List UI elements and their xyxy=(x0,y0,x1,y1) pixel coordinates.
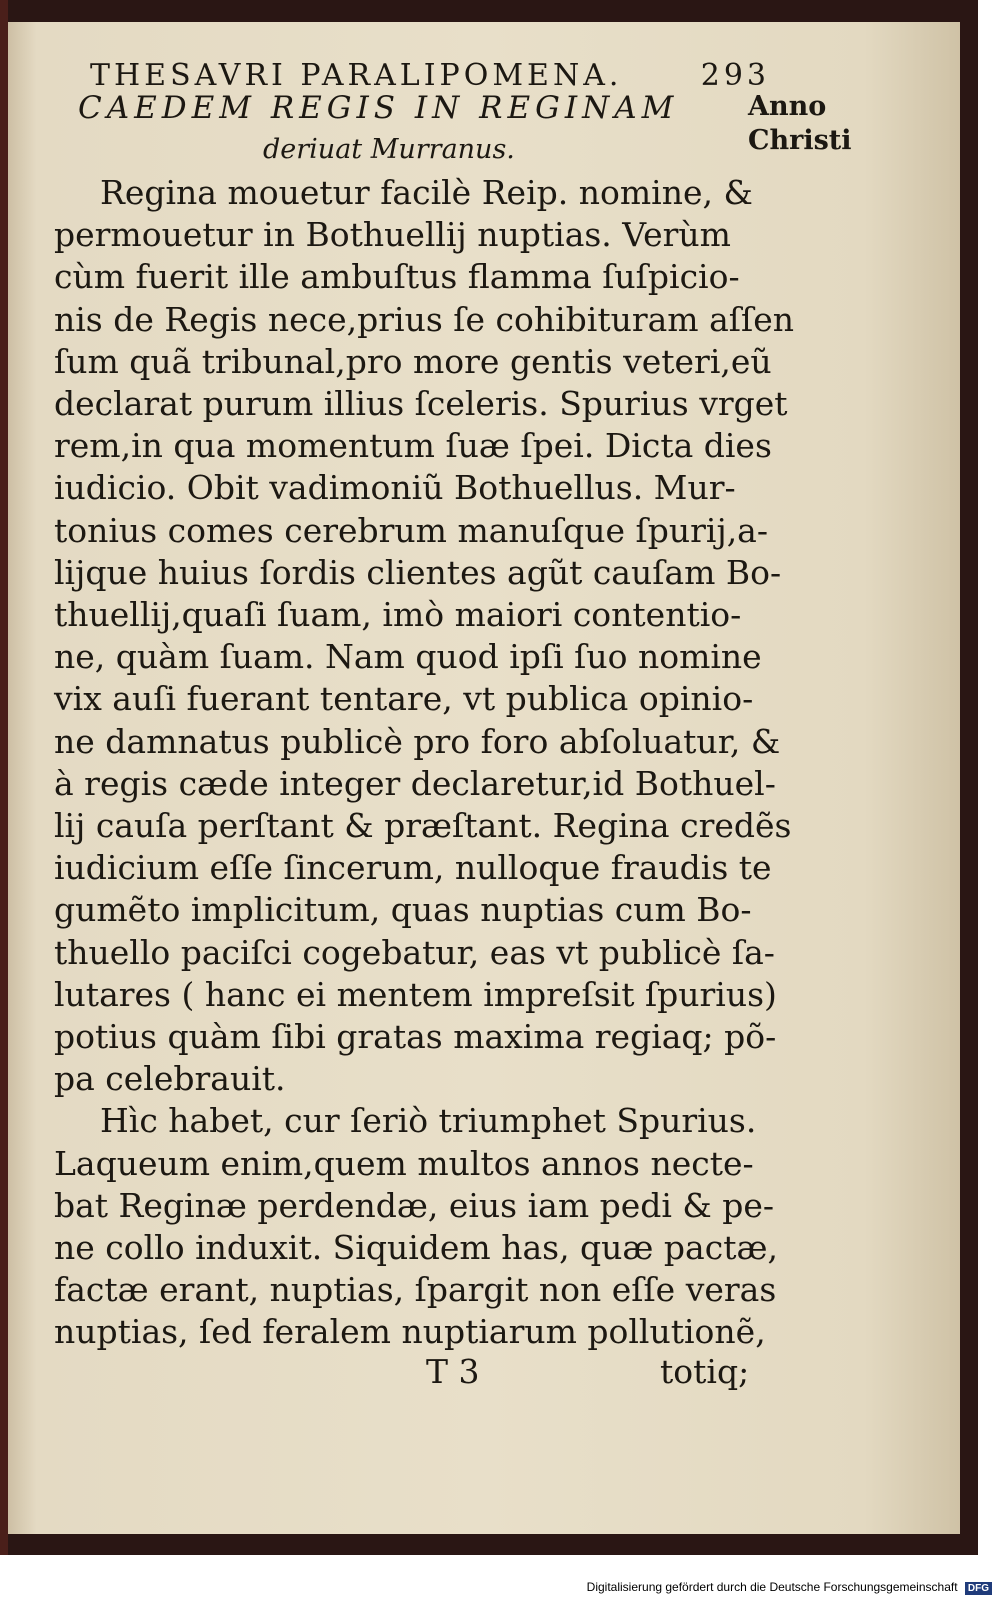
margin-note xyxy=(748,90,852,158)
text-line: nis de Regis nece,prius ſe cohibituram aſſen xyxy=(54,299,794,339)
text-line: Regina mouetur facilè Reip. nomine, & xyxy=(100,173,753,212)
text-line: vix auſi fuerant tentare, vt publica opinio- xyxy=(54,679,754,719)
text-line: lijque huius ſordis clientes agũt cauſam Bo- xyxy=(54,552,782,592)
text-line: Hìc habet, cur ſeriò triumphet Spurius. xyxy=(100,1101,757,1141)
text-line: Laqueum enim,quem multos annos necte- xyxy=(54,1143,754,1183)
section-subheading: deriuat Murranus. xyxy=(263,134,515,165)
text-line: thuello paciſci cogebatur, eas vt publicè ſa- xyxy=(54,932,775,972)
catchline xyxy=(8,1352,768,1396)
text-line: ne damnatus publicè pro foro abſoluatur, & xyxy=(54,721,781,761)
footer-credit xyxy=(587,1580,992,1595)
text-line: nuptias, ſed feralem nuptiarum pollutionẽ, xyxy=(54,1312,766,1352)
text-line: ne collo induxit. Siquidem has, quæ pactæ, xyxy=(54,1228,778,1268)
body-text xyxy=(54,172,794,1354)
text-line: potius quàm ſibi gratas maxima regiaq; põ- xyxy=(54,1017,777,1057)
text-line: pa celebrauit. xyxy=(54,1059,286,1099)
text-line: iudicio. Obit vadimoniũ Bothuellus. Mur- xyxy=(54,468,736,508)
text-line: factæ erant, nuptias, ſpargit non eſſe veras xyxy=(54,1270,777,1310)
text-line: thuellij,quaſi ſuam, imò maiori contentio- xyxy=(54,595,742,635)
text-line: cùm fuerit ille ambuſtus flamma ſuſpicio- xyxy=(54,257,740,297)
text-line: tonius comes cerebrum manuſque ſpurij,a- xyxy=(54,510,769,550)
page-number: 293 xyxy=(700,58,770,93)
text-line: bat Reginæ perdendæ, eius iam pedi & pe- xyxy=(54,1185,775,1225)
text-line: ſum quã tribunal,pro more gentis veteri,eũ xyxy=(54,341,772,381)
margin-note-line: Christi xyxy=(748,125,852,156)
book-edge xyxy=(0,0,8,1555)
margin-note-line: Anno xyxy=(748,91,827,122)
running-title: THESAVRI PARALIPOMENA. xyxy=(90,58,623,93)
footer-text: Digitalisierung gefördert durch die Deutsche Forschungsgemeinschaft xyxy=(586,1580,958,1594)
text-line: iudicium eſſe ſincerum, nulloque fraudis te xyxy=(54,848,772,888)
text-line: ne, quàm ſuam. Nam quod ipſi ſuo nomine xyxy=(54,637,762,677)
text-line: lutares ( hanc ei mentem impreſsit ſpurius) xyxy=(54,974,777,1014)
book-page xyxy=(8,22,960,1534)
text-line: gumẽto implicitum, quas nuptias cum Bo- xyxy=(54,890,752,930)
running-head xyxy=(90,58,770,93)
dfg-logo: DFG xyxy=(965,1582,992,1595)
signature-mark: T 3 xyxy=(426,1352,480,1391)
text-line: à regis cæde integer declaretur,id Bothuel- xyxy=(54,763,776,803)
text-line: declarat purum illius ſceleris. Spurius vrget xyxy=(54,384,788,424)
text-line: lij cauſa perſtant & præſtant. Regina credẽs xyxy=(54,806,792,846)
text-line: rem,in qua momentum ſuæ ſpei. Dicta dies xyxy=(54,426,772,466)
catchword: totiq; xyxy=(660,1352,750,1391)
section-heading: CAEDEM REGIS IN REGINAM xyxy=(78,90,679,126)
text-line: permouetur in Bothuellij nuptias. Verùm xyxy=(54,215,731,255)
